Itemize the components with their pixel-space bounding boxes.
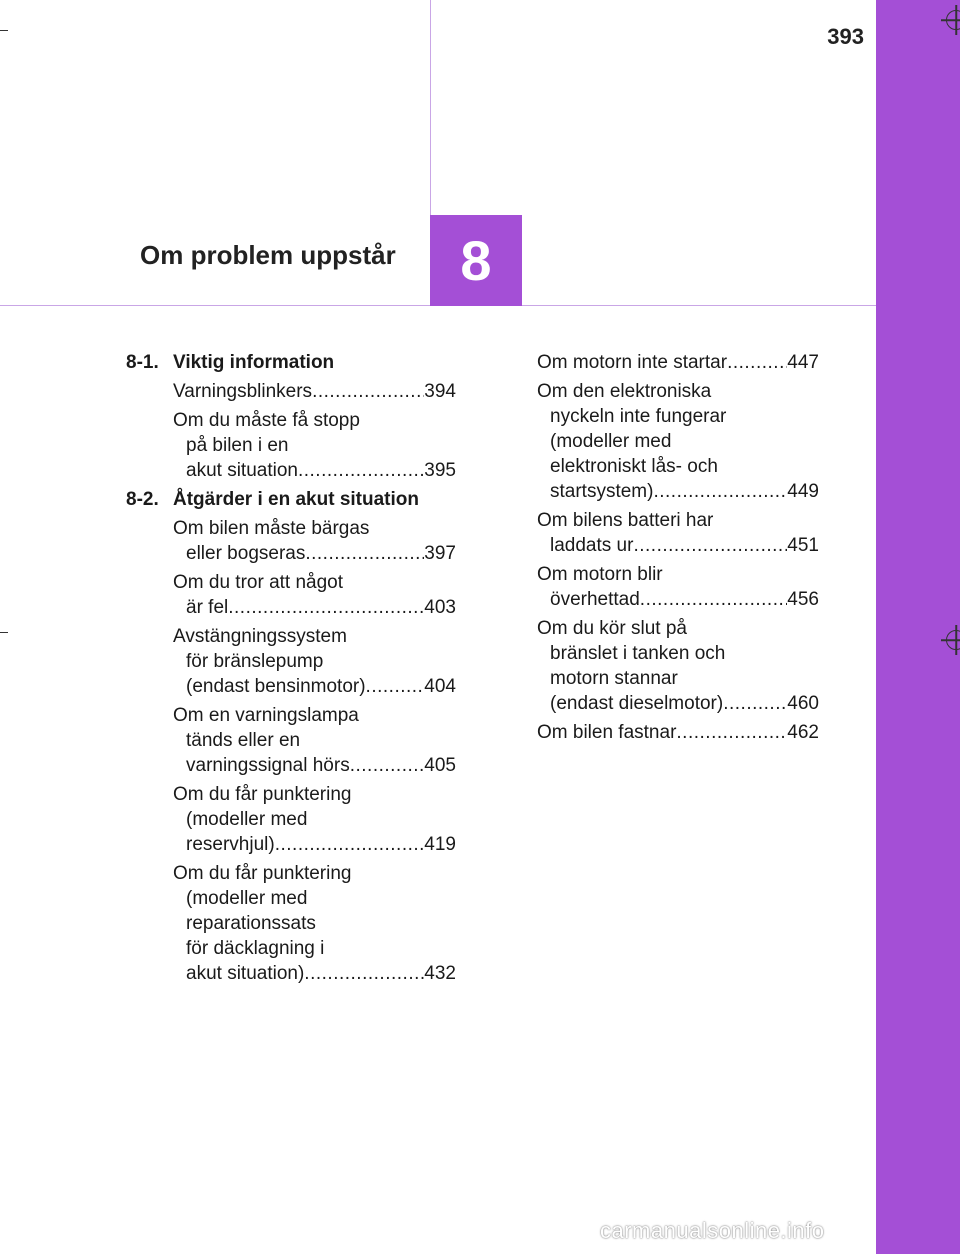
toc-entry-text: Om bilen måste bärgas: [173, 518, 370, 539]
toc-entry-text: akut situation): [186, 963, 305, 984]
toc-entry-text: på bilen i en: [186, 435, 289, 456]
dot-leader: [304, 961, 424, 986]
toc-entry[interactable]: [126, 861, 456, 986]
toc-entry-text: (endast dieselmotor): [550, 693, 724, 714]
header-divider-vertical: [430, 0, 431, 215]
toc-entry-text: (modeller med: [186, 888, 308, 909]
toc-entry-line-with-page: [537, 720, 819, 745]
toc-entry-line-with-page: [537, 350, 819, 375]
toc-entry-text: Om bilen fastnar: [537, 722, 677, 743]
toc-entry-line-with-page: [173, 674, 456, 699]
toc-entry-text: nyckeln inte fungerar: [550, 406, 727, 427]
dot-leader: [228, 595, 424, 620]
crop-mark: [0, 30, 8, 31]
toc-entry-line-with-page: [173, 379, 456, 404]
toc-entry-text: Om du får punktering: [173, 784, 352, 805]
toc-entry-line-with-page: [173, 753, 456, 778]
toc-entry-line-with-page: [173, 458, 456, 483]
toc-page-number[interactable]: 432: [424, 963, 456, 984]
crop-mark: [0, 632, 8, 633]
section-title: Åtgärder i en akut situation: [173, 489, 419, 510]
dot-leader: [723, 691, 787, 716]
dot-leader: [640, 587, 788, 612]
toc-page-number[interactable]: 395: [424, 460, 456, 481]
toc-entry-text: akut situation: [186, 460, 298, 481]
toc-page-number[interactable]: 451: [787, 535, 819, 556]
toc-entry[interactable]: [126, 782, 456, 857]
toc-column-right: [537, 350, 819, 749]
toc-entry-line-with-page: [537, 587, 819, 612]
toc-entry-text: Om en varningslampa: [173, 705, 359, 726]
section-number: 8-1.: [126, 352, 159, 373]
toc-entry-text: för däcklagning i: [186, 938, 325, 959]
dot-leader: [366, 674, 425, 699]
toc-entry[interactable]: [537, 562, 819, 612]
toc-entry[interactable]: [537, 350, 819, 375]
toc-entry[interactable]: [537, 379, 819, 504]
toc-page-number[interactable]: 462: [787, 722, 819, 743]
toc-entry-line-with-page: [173, 961, 456, 986]
toc-entry-text: Om du kör slut på: [537, 618, 687, 639]
toc-entry-text: startsystem): [550, 481, 654, 502]
toc-entry[interactable]: [126, 624, 456, 699]
page-number: 393: [827, 24, 864, 49]
dot-leader: [633, 533, 787, 558]
section-number: 8-2.: [126, 489, 159, 510]
dot-leader: [298, 458, 424, 483]
dot-leader: [676, 720, 787, 745]
registration-mark-icon: [946, 630, 960, 650]
toc-entry-text: Avstängningssystem: [173, 626, 347, 647]
toc-section: [126, 350, 456, 375]
toc-entry-text: laddats ur: [550, 535, 634, 556]
toc-entry-line-with-page: [173, 832, 456, 857]
toc-page-number[interactable]: 419: [424, 834, 456, 855]
toc-entry-text: bränslet i tanken och: [550, 643, 726, 664]
toc-entry[interactable]: [537, 508, 819, 558]
chapter-title: Om problem uppstår: [140, 240, 396, 270]
section-title: Viktig information: [173, 352, 335, 373]
toc-entry[interactable]: [126, 379, 456, 404]
toc-page-number[interactable]: 405: [424, 755, 456, 776]
toc-entry[interactable]: [126, 703, 456, 778]
toc-entry-text: motorn stannar: [550, 668, 678, 689]
toc-entry-text: överhettad: [550, 589, 640, 610]
toc-entry-line-with-page: [537, 691, 819, 716]
toc-column-left: [126, 350, 456, 990]
toc-page-number[interactable]: 394: [424, 381, 456, 402]
dot-leader: [312, 379, 424, 404]
toc-entry-text: varningssignal hörs: [186, 755, 350, 776]
toc-entry-text: eller bogseras: [186, 543, 306, 564]
toc-page-number[interactable]: 456: [787, 589, 819, 610]
toc-section: [126, 487, 456, 512]
toc-entry-text: Om du måste få stopp: [173, 410, 360, 431]
toc-entry[interactable]: [537, 720, 819, 745]
dot-leader: [275, 832, 425, 857]
dot-leader: [653, 479, 787, 504]
dot-leader: [350, 753, 425, 778]
toc-entry-text: är fel: [186, 597, 229, 618]
toc-entry-text: (modeller med: [550, 431, 672, 452]
toc-entry-text: (modeller med: [186, 809, 308, 830]
toc-entry-text: Om den elektroniska: [537, 381, 712, 402]
toc-entry-text: Om du får punktering: [173, 863, 352, 884]
toc-page-number[interactable]: 397: [424, 543, 456, 564]
toc-page-number[interactable]: 447: [787, 352, 819, 373]
toc-entry-line-with-page: [537, 479, 819, 504]
chapter-number-badge: 8: [430, 215, 522, 306]
chapter-side-tab: [876, 0, 960, 1254]
toc-entry-text: reparationssats: [186, 913, 316, 934]
toc-entry[interactable]: [126, 516, 456, 566]
toc-page-number[interactable]: 403: [424, 597, 456, 618]
toc-entry-text: Om motorn inte startar: [537, 352, 728, 373]
toc-entry-text: Om bilens batteri har: [537, 510, 714, 531]
watermark: carmanualsonline.info: [600, 1218, 825, 1243]
toc-page-number[interactable]: 404: [424, 676, 456, 697]
toc-entry[interactable]: [126, 408, 456, 483]
toc-entry-text: Om du tror att något: [173, 572, 344, 593]
toc-entry-text: tänds eller en: [186, 730, 301, 751]
dot-leader: [727, 350, 787, 375]
toc-entry-text: Varningsblinkers: [173, 381, 313, 402]
toc-entry-line-with-page: [537, 533, 819, 558]
toc-entry-line-with-page: [173, 541, 456, 566]
dot-leader: [305, 541, 424, 566]
registration-mark-icon: [946, 10, 960, 30]
toc-page-number[interactable]: 460: [787, 693, 819, 714]
toc-entry-text: elektroniskt lås- och: [550, 456, 718, 477]
toc-page-number[interactable]: 449: [787, 481, 819, 502]
toc-entry[interactable]: [537, 616, 819, 716]
toc-entry-text: reservhjul): [186, 834, 275, 855]
toc-entry-text: Om motorn blir: [537, 564, 663, 585]
toc-entry-text: för bränslepump: [186, 651, 324, 672]
toc-entry[interactable]: [126, 570, 456, 620]
toc-entry-text: (endast bensinmotor): [186, 676, 366, 697]
toc-entry-line-with-page: [173, 595, 456, 620]
